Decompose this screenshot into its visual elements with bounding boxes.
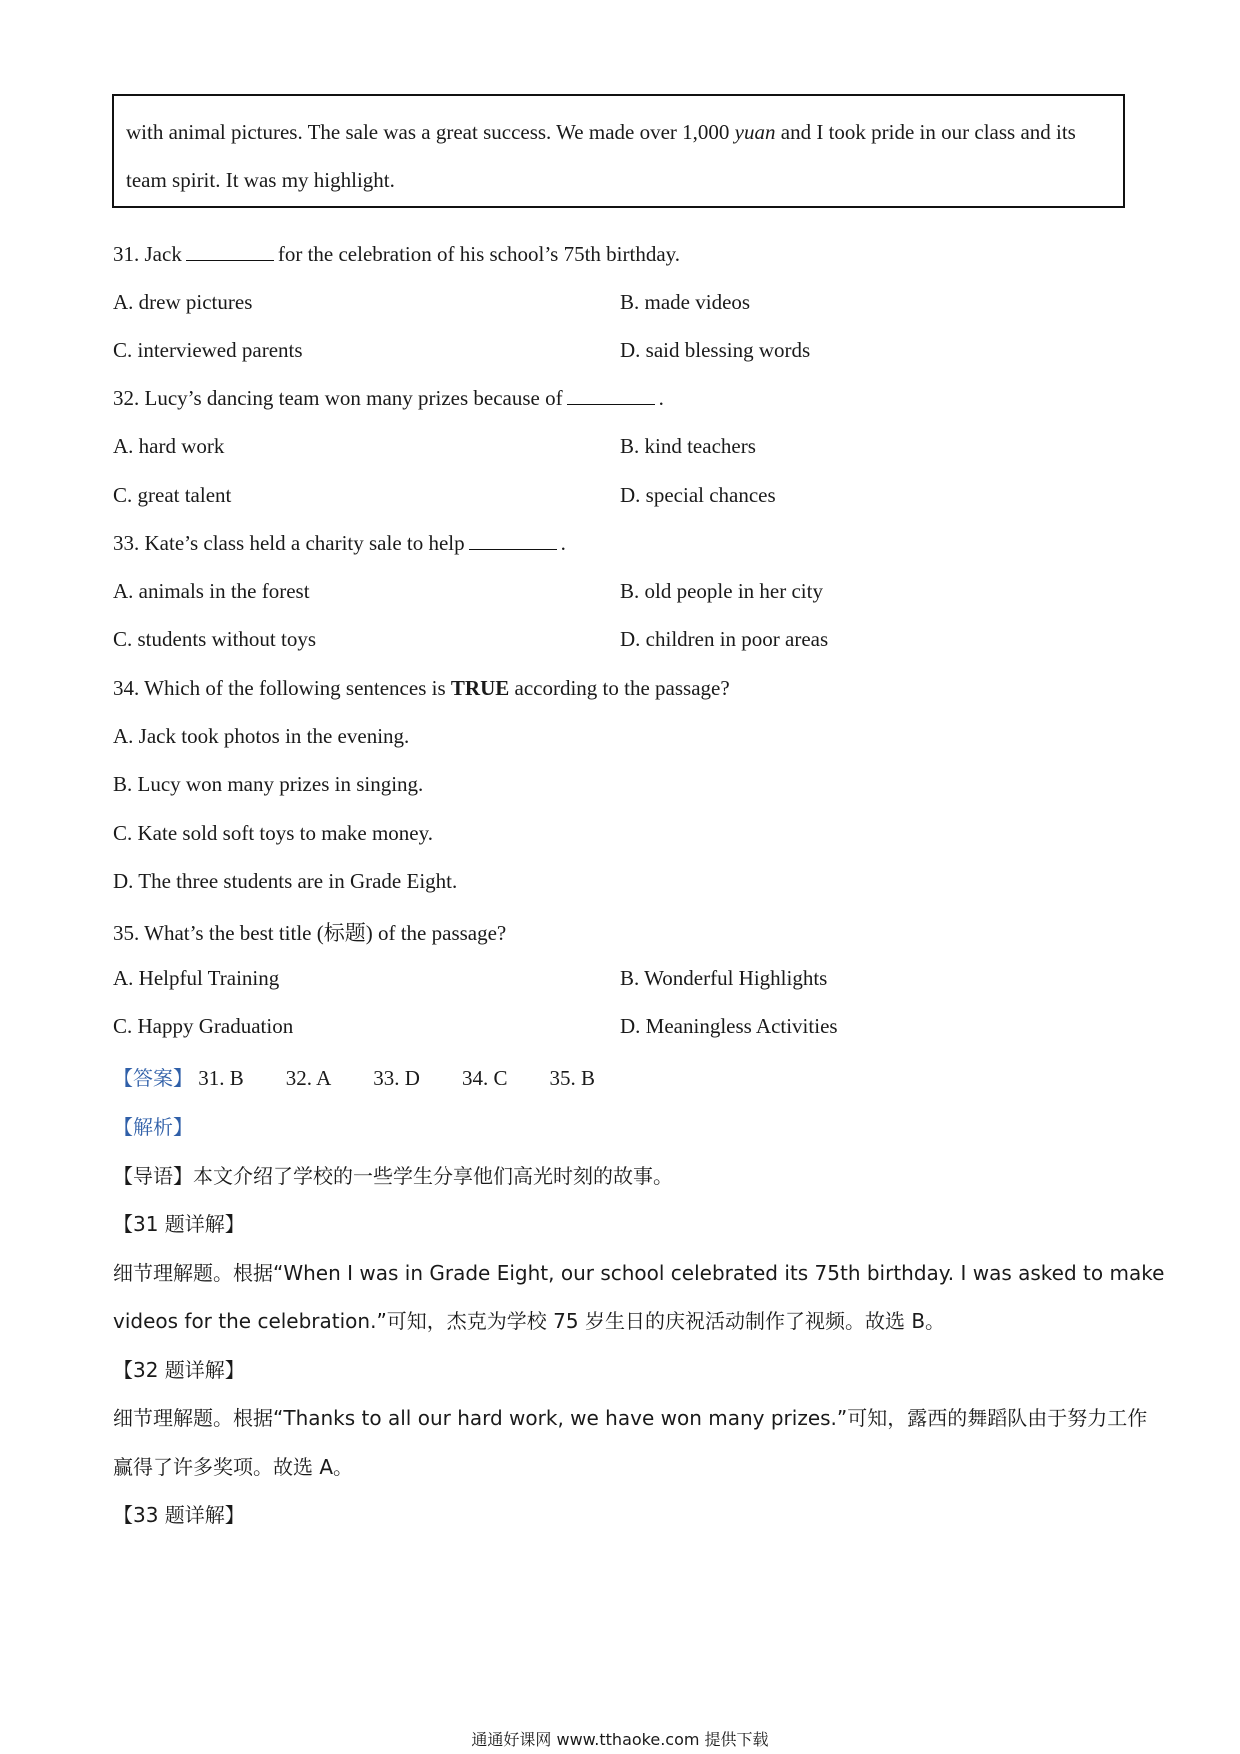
analysis-label: 【解析】 (113, 1115, 193, 1139)
detail-32-label: 【32 题详解】 (113, 1358, 245, 1382)
answer-blank (567, 386, 655, 405)
question-34-stem: 34. Which of the following sentences is TRUE according to the passage? (113, 676, 730, 700)
q35-option-b: B. Wonderful Highlights (620, 966, 828, 990)
question-35-stem: 35. What’s the best title (标题) of the passage? (113, 921, 507, 945)
emphasis-true: TRUE (450, 676, 510, 700)
q35-option-d: D. Meaningless Activities (620, 1014, 838, 1038)
detail-32-text-line2: 赢得了许多奖项。故选 A。 (113, 1455, 354, 1479)
answer-blank (469, 531, 557, 550)
answer-blank (186, 242, 274, 261)
passage-emphasis: yuan (734, 120, 776, 144)
answer-key-line (113, 1062, 595, 1091)
answer-item: 34. C (461, 1066, 508, 1090)
detail-33-label: 【33 题详解】 (113, 1503, 245, 1527)
detail-32-text-line1: 细节理解题。根据“Thanks to all our hard work, we have won many prizes.”可知，露西的舞蹈队由于努力工作 (113, 1406, 1148, 1430)
answer-item: 31. B (198, 1066, 244, 1090)
answer-label: 【答案】 (113, 1066, 193, 1090)
q31-option-a: A. drew pictures (113, 290, 253, 314)
q34-option-a: A. Jack took photos in the evening. (113, 724, 410, 748)
q31-option-b: B. made videos (620, 290, 751, 314)
q31-option-c: C. interviewed parents (113, 338, 303, 362)
answer-item: 32. A (285, 1066, 332, 1090)
q33-option-c: C. students without toys (113, 627, 317, 651)
q32-option-a: A. hard work (113, 434, 225, 458)
q33-option-b: B. old people in her city (620, 579, 823, 603)
q33-option-d: D. children in poor areas (620, 627, 829, 651)
question-31-stem: 31. Jack for the celebration of his school’s 75th birthday. (113, 242, 681, 266)
passage-excerpt-box (112, 94, 1125, 208)
q35-option-a: A. Helpful Training (113, 966, 280, 990)
q33-option-a: A. animals in the forest (113, 579, 310, 603)
intro-line (113, 1160, 673, 1189)
q32-option-d: D. special chances (620, 483, 776, 507)
detail-31-label: 【31 题详解】 (113, 1212, 245, 1236)
detail-31-text-line2: videos for the celebration.”可知，杰克为学校 75 岁生日的庆祝活动制作了视频。故选 B。 (113, 1309, 946, 1333)
q34-option-b: B. Lucy won many prizes in singing. (113, 772, 424, 796)
q32-option-c: C. great talent (113, 483, 232, 507)
passage-text-end: and I took pride in our class and its team spirit. It was my highlight. (126, 120, 1076, 192)
q34-option-c: C. Kate sold soft toys to make money. (113, 821, 434, 845)
q35-option-c: C. Happy Graduation (113, 1014, 294, 1038)
question-33-stem: 33. Kate’s class held a charity sale to help . (113, 531, 566, 555)
detail-31-text-line1: 细节理解题。根据“When I was in Grade Eight, our school celebrated its 75th birthday. I was asked to make (113, 1261, 1165, 1285)
intro-text: 本文介绍了学校的一些学生分享他们高光时刻的故事。 (193, 1164, 673, 1188)
q32-option-b: B. kind teachers (620, 434, 756, 458)
q31-option-d: D. said blessing words (620, 338, 811, 362)
q34-option-d: D. The three students are in Grade Eight. (113, 869, 458, 893)
passage-text: with animal pictures. The sale was a great success. We made over 1,000 (126, 120, 735, 144)
intro-label: 【导语】 (113, 1164, 193, 1188)
question-32-stem: 32. Lucy’s dancing team won many prizes because of . (113, 386, 664, 410)
answer-item: 33. D (373, 1066, 420, 1090)
page-footer: 通通好课网 www.tthaoke.com 提供下载 (471, 1730, 769, 1749)
answer-item: 35. B (549, 1066, 595, 1090)
